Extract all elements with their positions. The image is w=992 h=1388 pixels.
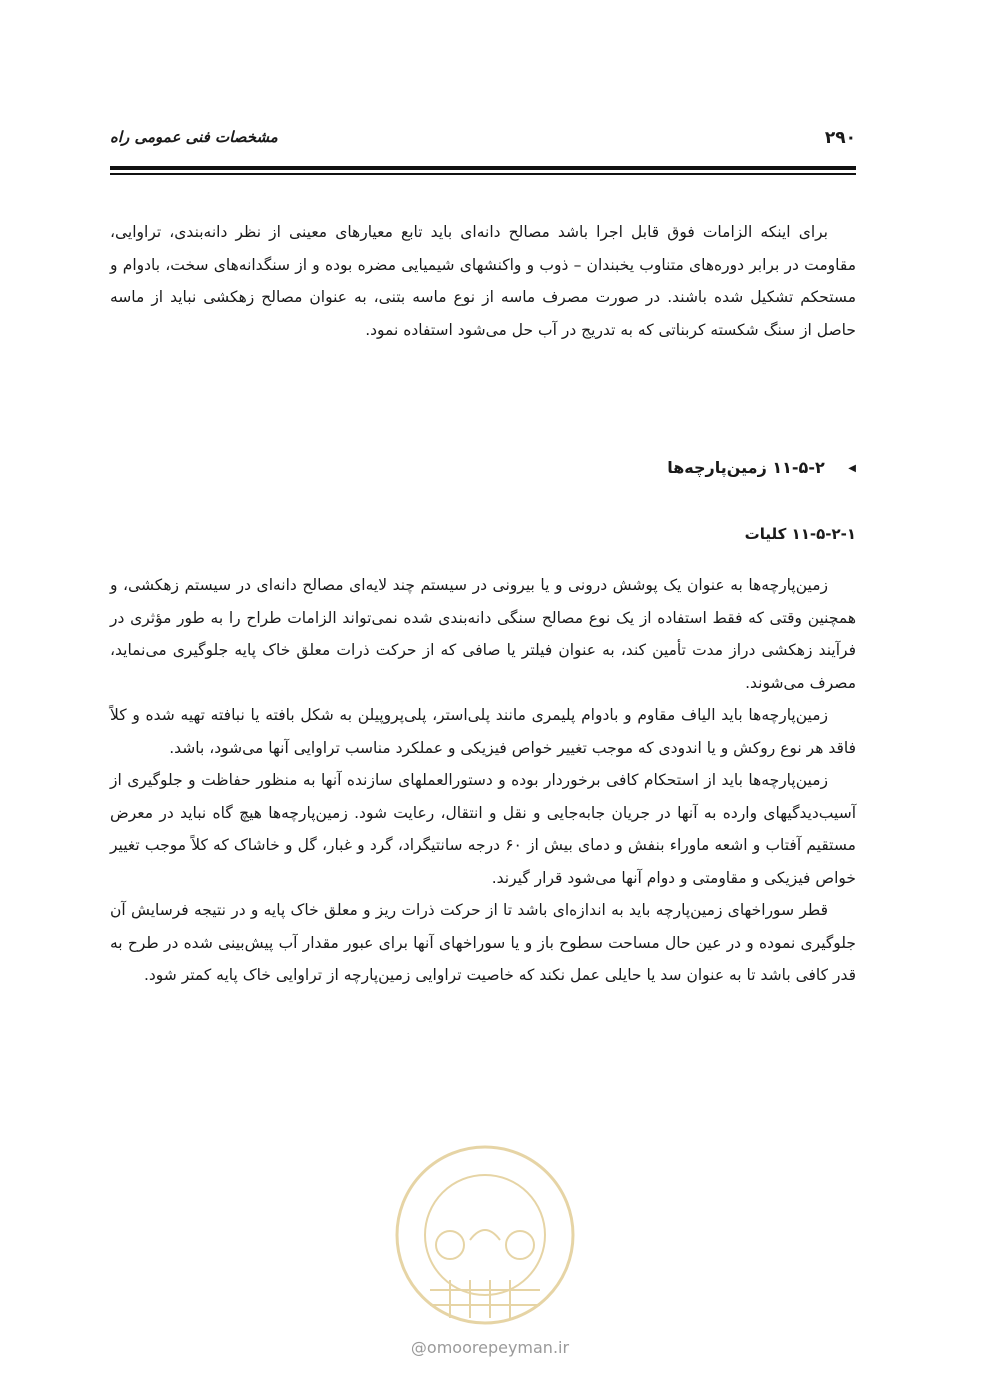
- subsection-heading: [110, 525, 856, 543]
- section-heading: [110, 458, 856, 477]
- triangle-bullet-icon: ◀: [848, 463, 856, 474]
- intro-paragraph: برای اینکه الزامات فوق قابل اجرا باشد مصالح دانه‌ای باید تابع معیارهای معینی از نظر دانه‌بندی، تراوایی، مقاومت در برابر دوره‌های متناوب یخبندان – ذوب و واکنشهای شیمیایی مضره بوده و از سنگدانه‌های سخت، بادوام و مستحکم تشکیل شده باشند. در صورت مصرف ماسه از نوع ماسه بتنی، به عنوان مصالح زهکشی نباید از ماسه حاصل از سنگ شکسته کربناتی که به تدریج در آب حل می‌شود استفاده نمود.: [110, 223, 856, 339]
- intro-paragraph-block: [110, 216, 856, 346]
- page-number: ۲۹۰: [824, 128, 856, 148]
- running-title: مشخصات فنی عمومی راه: [110, 128, 278, 146]
- watermark-seal-icon: [390, 1140, 580, 1330]
- paragraph: قطر سوراخهای زمین‌پارچه باید به اندازه‌ای باشد تا از حرکت ذرات ریز و معلق خاک پایه و در نتیجه فرسایش آن جلوگیری نموده و در عین حال مساحت سطوح باز و یا سوراخهای آنها برای عبور مقدار آب پیش‌بینی شده در طرح به قدر کافی باشد تا به عنوان سد یا حایلی عمل نکند که خاصیت تراوایی زمین‌پارچه از تراوایی خاک پایه کمتر شود.: [110, 901, 856, 984]
- section-body: [110, 569, 856, 992]
- paragraph: زمین‌پارچه‌ها باید از استحکام کافی برخوردار بوده و دستورالعملهای سازنده آنها به منظور حفاظت و جلوگیری از آسیب‌دیدگیهای وارده به آنها در جریان جابه‌جایی و نقل و انتقال، رعایت شود. زمین‌پارچه‌ها هیچ گاه نباید در معرض مستقیم آفتاب و اشعه ماوراء بنفش و دمای بیش از ۶۰ درجه سانتیگراد، گرد و غبار، گل و خاشاک که کلاً موجب تغییر خواص فیزیکی و مقاومتی و دوام آنها می‌شود قرار گیرند.: [110, 771, 856, 887]
- watermark-url: @omoorepeyman.ir: [410, 1338, 570, 1357]
- header-rule-thin: [110, 173, 856, 175]
- subsection-heading-text: ۱۱-۵-۲-۱ کلیات: [744, 525, 856, 543]
- paragraph: زمین‌پارچه‌ها به عنوان یک پوشش درونی و یا بیرونی در سیستم چند لایه‌ای مصالح دانه‌ای در سیستم زهکشی، و همچنین وقتی که فقط استفاده از یک نوع مصالح سنگی دانه‌بندی شده نمی‌تواند الزامات طراح را به طور مؤثری در فرآیند زهکشی دراز مدت تأمین کند، به عنوان فیلتر یا صافی که از حرکت ذرات معلق خاک پایه جلوگیری می‌نماید، مصرف می‌شوند.: [110, 576, 856, 692]
- page-header: [110, 128, 856, 158]
- paragraph: زمین‌پارچه‌ها باید الیاف مقاوم و بادوام پلیمری مانند پلی‌استر، پلی‌پروپیلن به شکل بافته یا نبافته تهیه شده و کلاً فاقد هر نوع روکش و یا اندودی که موجب تغییر خواص فیزیکی و عملکرد مناسب تراوایی آنها می‌شود، باشد.: [110, 706, 856, 757]
- header-rule-thick: [110, 166, 856, 170]
- section-heading-text: ۱۱-۵-۲ زمین‌پارچه‌ها: [667, 458, 825, 477]
